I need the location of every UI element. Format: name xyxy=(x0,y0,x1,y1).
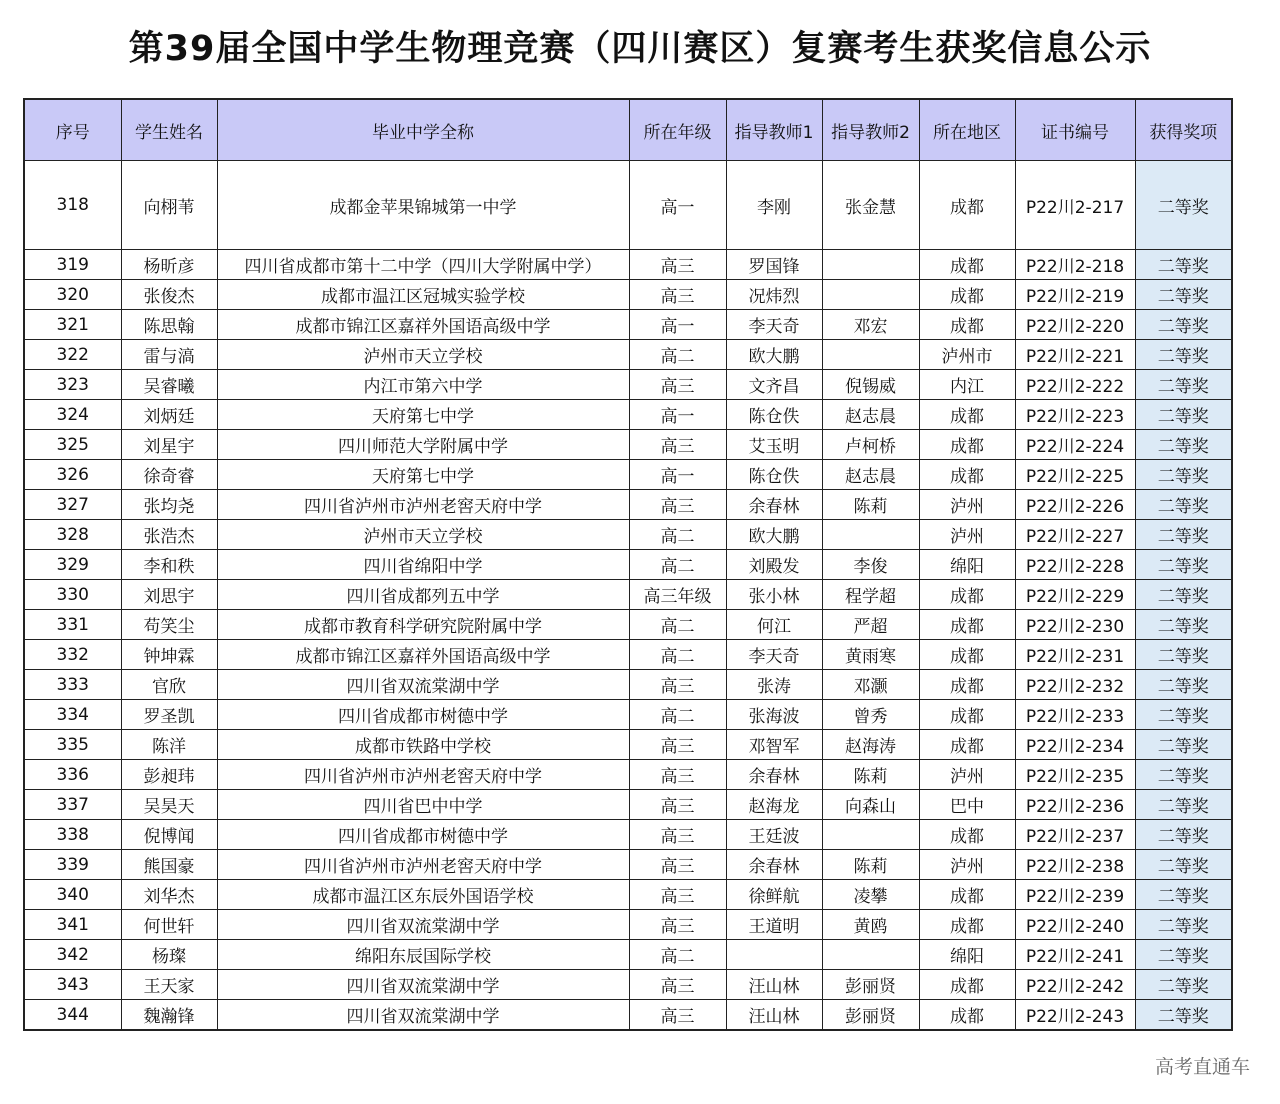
cell-school: 四川省泸州市泸州老窖天府中学 xyxy=(217,490,629,520)
cell-student-name: 徐奇睿 xyxy=(121,460,217,490)
table-row xyxy=(24,250,1232,280)
table-row xyxy=(24,490,1232,520)
cell-certificate: P22川2-231 xyxy=(1015,640,1135,670)
cell-seq: 333 xyxy=(24,670,121,700)
cell-seq: 341 xyxy=(24,910,121,940)
cell-teacher-2: 邓宏 xyxy=(822,310,919,340)
cell-certificate: P22川2-242 xyxy=(1015,970,1135,1000)
cell-school: 四川省泸州市泸州老窖天府中学 xyxy=(217,760,629,790)
cell-seq: 343 xyxy=(24,970,121,1000)
cell-seq: 329 xyxy=(24,550,121,580)
cell-seq: 324 xyxy=(24,400,121,430)
cell-grade: 高一 xyxy=(629,400,726,430)
cell-teacher-1: 何江 xyxy=(726,610,822,640)
cell-region: 成都 xyxy=(919,310,1015,340)
cell-student-name: 苟笑尘 xyxy=(121,610,217,640)
cell-award: 二等奖 xyxy=(1135,430,1232,460)
cell-teacher-2: 赵志晨 xyxy=(822,460,919,490)
cell-region: 成都 xyxy=(919,910,1015,940)
cell-school: 四川省成都市第十二中学（四川大学附属中学） xyxy=(217,250,629,280)
cell-seq: 335 xyxy=(24,730,121,760)
table-row xyxy=(24,520,1232,550)
cell-teacher-1: 赵海龙 xyxy=(726,790,822,820)
cell-teacher-2 xyxy=(822,340,919,370)
cell-grade: 高三 xyxy=(629,280,726,310)
cell-school: 天府第七中学 xyxy=(217,400,629,430)
cell-teacher-1: 余春林 xyxy=(726,490,822,520)
cell-school: 四川省双流棠湖中学 xyxy=(217,970,629,1000)
cell-teacher-2: 邓灏 xyxy=(822,670,919,700)
cell-student-name: 李和秩 xyxy=(121,550,217,580)
cell-certificate: P22川2-222 xyxy=(1015,370,1135,400)
cell-region: 成都 xyxy=(919,730,1015,760)
cell-school: 四川省成都市树德中学 xyxy=(217,700,629,730)
cell-teacher-1: 李天奇 xyxy=(726,640,822,670)
cell-region: 成都 xyxy=(919,880,1015,910)
table-row xyxy=(24,280,1232,310)
cell-region: 成都 xyxy=(919,280,1015,310)
cell-teacher-1 xyxy=(726,940,822,970)
cell-school: 四川师范大学附属中学 xyxy=(217,430,629,460)
cell-certificate: P22川2-226 xyxy=(1015,490,1135,520)
cell-teacher-2 xyxy=(822,250,919,280)
cell-teacher-1: 王道明 xyxy=(726,910,822,940)
cell-region: 成都 xyxy=(919,670,1015,700)
header-grade: 所在年级 xyxy=(629,99,726,161)
cell-certificate: P22川2-230 xyxy=(1015,610,1135,640)
cell-certificate: P22川2-220 xyxy=(1015,310,1135,340)
cell-student-name: 魏瀚锋 xyxy=(121,1000,217,1031)
cell-award: 二等奖 xyxy=(1135,580,1232,610)
cell-grade: 高三 xyxy=(629,970,726,1000)
table-row xyxy=(24,550,1232,580)
cell-region: 成都 xyxy=(919,161,1015,250)
cell-award: 二等奖 xyxy=(1135,161,1232,250)
cell-teacher-2: 向森山 xyxy=(822,790,919,820)
table-row xyxy=(24,430,1232,460)
cell-region: 成都 xyxy=(919,460,1015,490)
cell-certificate: P22川2-233 xyxy=(1015,700,1135,730)
cell-grade: 高三 xyxy=(629,430,726,460)
header-student-name: 学生姓名 xyxy=(121,99,217,161)
cell-teacher-1: 张海波 xyxy=(726,700,822,730)
cell-school: 天府第七中学 xyxy=(217,460,629,490)
cell-region: 泸州 xyxy=(919,520,1015,550)
cell-grade: 高三 xyxy=(629,250,726,280)
cell-seq: 325 xyxy=(24,430,121,460)
cell-grade: 高二 xyxy=(629,940,726,970)
cell-seq: 323 xyxy=(24,370,121,400)
cell-seq: 320 xyxy=(24,280,121,310)
cell-region: 成都 xyxy=(919,610,1015,640)
table-row xyxy=(24,340,1232,370)
cell-teacher-2: 陈莉 xyxy=(822,850,919,880)
table-row xyxy=(24,910,1232,940)
table-row xyxy=(24,400,1232,430)
cell-award: 二等奖 xyxy=(1135,340,1232,370)
cell-teacher-2: 黄鸥 xyxy=(822,910,919,940)
cell-award: 二等奖 xyxy=(1135,820,1232,850)
cell-award: 二等奖 xyxy=(1135,1000,1232,1031)
cell-region: 成都 xyxy=(919,400,1015,430)
cell-student-name: 王天家 xyxy=(121,970,217,1000)
cell-region: 绵阳 xyxy=(919,940,1015,970)
cell-teacher-2: 曾秀 xyxy=(822,700,919,730)
cell-teacher-2: 李俊 xyxy=(822,550,919,580)
cell-seq: 327 xyxy=(24,490,121,520)
cell-grade: 高三 xyxy=(629,850,726,880)
cell-region: 泸州 xyxy=(919,490,1015,520)
cell-award: 二等奖 xyxy=(1135,970,1232,1000)
cell-seq: 340 xyxy=(24,880,121,910)
header-seq: 序号 xyxy=(24,99,121,161)
header-row xyxy=(24,99,1232,161)
cell-school: 四川省绵阳中学 xyxy=(217,550,629,580)
table-row xyxy=(24,970,1232,1000)
cell-seq: 321 xyxy=(24,310,121,340)
cell-award: 二等奖 xyxy=(1135,610,1232,640)
cell-school: 四川省成都列五中学 xyxy=(217,580,629,610)
cell-school: 成都市温江区冠城实验学校 xyxy=(217,280,629,310)
cell-region: 泸州 xyxy=(919,760,1015,790)
cell-teacher-1: 张小林 xyxy=(726,580,822,610)
cell-teacher-2 xyxy=(822,820,919,850)
cell-seq: 318 xyxy=(24,161,121,250)
cell-school: 绵阳东辰国际学校 xyxy=(217,940,629,970)
cell-teacher-1: 王廷波 xyxy=(726,820,822,850)
cell-region: 内江 xyxy=(919,370,1015,400)
page-title: 第39届全国中学生物理竞赛（四川赛区）复赛考生获奖信息公示 xyxy=(128,29,1152,69)
cell-certificate: P22川2-236 xyxy=(1015,790,1135,820)
cell-teacher-1: 文齐昌 xyxy=(726,370,822,400)
cell-grade: 高三 xyxy=(629,1000,726,1031)
cell-grade: 高三 xyxy=(629,790,726,820)
cell-teacher-1: 况炜烈 xyxy=(726,280,822,310)
cell-award: 二等奖 xyxy=(1135,760,1232,790)
cell-teacher-2: 陈莉 xyxy=(822,490,919,520)
cell-award: 二等奖 xyxy=(1135,520,1232,550)
cell-seq: 339 xyxy=(24,850,121,880)
cell-grade: 高二 xyxy=(629,700,726,730)
cell-seq: 336 xyxy=(24,760,121,790)
cell-grade: 高三 xyxy=(629,880,726,910)
cell-teacher-1: 陈仓佚 xyxy=(726,400,822,430)
cell-teacher-2: 赵海涛 xyxy=(822,730,919,760)
cell-student-name: 张浩杰 xyxy=(121,520,217,550)
table-row xyxy=(24,310,1232,340)
cell-school: 成都市温江区东辰外国语学校 xyxy=(217,880,629,910)
cell-certificate: P22川2-227 xyxy=(1015,520,1135,550)
cell-seq: 322 xyxy=(24,340,121,370)
cell-certificate: P22川2-228 xyxy=(1015,550,1135,580)
cell-award: 二等奖 xyxy=(1135,310,1232,340)
cell-school: 成都市铁路中学校 xyxy=(217,730,629,760)
cell-teacher-2: 卢柯桥 xyxy=(822,430,919,460)
cell-student-name: 熊国豪 xyxy=(121,850,217,880)
awards-table xyxy=(23,98,1233,1031)
cell-grade: 高二 xyxy=(629,640,726,670)
cell-region: 巴中 xyxy=(919,790,1015,820)
cell-student-name: 向栩苇 xyxy=(121,161,217,250)
cell-student-name: 罗圣凯 xyxy=(121,700,217,730)
cell-award: 二等奖 xyxy=(1135,400,1232,430)
cell-teacher-2: 程学超 xyxy=(822,580,919,610)
cell-teacher-1: 罗国锋 xyxy=(726,250,822,280)
cell-teacher-2 xyxy=(822,280,919,310)
cell-teacher-2: 张金慧 xyxy=(822,161,919,250)
cell-teacher-1: 汪山林 xyxy=(726,1000,822,1031)
watermark: 高考直通车 xyxy=(1154,1056,1250,1078)
cell-seq: 338 xyxy=(24,820,121,850)
table-row xyxy=(24,370,1232,400)
cell-grade: 高二 xyxy=(629,520,726,550)
cell-region: 成都 xyxy=(919,820,1015,850)
cell-teacher-1: 汪山林 xyxy=(726,970,822,1000)
cell-certificate: P22川2-221 xyxy=(1015,340,1135,370)
header-certificate: 证书编号 xyxy=(1015,99,1135,161)
cell-student-name: 吴昊天 xyxy=(121,790,217,820)
cell-grade: 高三 xyxy=(629,730,726,760)
cell-teacher-2: 赵志晨 xyxy=(822,400,919,430)
header-school: 毕业中学全称 xyxy=(217,99,629,161)
table-row xyxy=(24,610,1232,640)
cell-grade: 高二 xyxy=(629,610,726,640)
cell-student-name: 陈洋 xyxy=(121,730,217,760)
cell-grade: 高三 xyxy=(629,910,726,940)
cell-teacher-1: 张涛 xyxy=(726,670,822,700)
cell-grade: 高三 xyxy=(629,670,726,700)
table-row xyxy=(24,760,1232,790)
cell-award: 二等奖 xyxy=(1135,250,1232,280)
cell-school: 四川省成都市树德中学 xyxy=(217,820,629,850)
cell-award: 二等奖 xyxy=(1135,640,1232,670)
cell-teacher-1: 欧大鹏 xyxy=(726,340,822,370)
cell-seq: 330 xyxy=(24,580,121,610)
cell-teacher-2: 严超 xyxy=(822,610,919,640)
cell-award: 二等奖 xyxy=(1135,550,1232,580)
cell-certificate: P22川2-224 xyxy=(1015,430,1135,460)
cell-student-name: 刘华杰 xyxy=(121,880,217,910)
cell-school: 成都市锦江区嘉祥外国语高级中学 xyxy=(217,310,629,340)
cell-student-name: 杨昕彦 xyxy=(121,250,217,280)
cell-seq: 332 xyxy=(24,640,121,670)
cell-school: 四川省巴中中学 xyxy=(217,790,629,820)
cell-student-name: 陈思翰 xyxy=(121,310,217,340)
cell-grade: 高一 xyxy=(629,310,726,340)
cell-school: 成都金苹果锦城第一中学 xyxy=(217,161,629,250)
cell-grade: 高二 xyxy=(629,550,726,580)
table-row xyxy=(24,730,1232,760)
cell-region: 成都 xyxy=(919,640,1015,670)
cell-teacher-1: 艾玉明 xyxy=(726,430,822,460)
cell-teacher-1: 李天奇 xyxy=(726,310,822,340)
cell-school: 成都市锦江区嘉祥外国语高级中学 xyxy=(217,640,629,670)
cell-award: 二等奖 xyxy=(1135,370,1232,400)
cell-certificate: P22川2-225 xyxy=(1015,460,1135,490)
cell-seq: 319 xyxy=(24,250,121,280)
cell-region: 成都 xyxy=(919,700,1015,730)
cell-teacher-2 xyxy=(822,940,919,970)
cell-student-name: 杨璨 xyxy=(121,940,217,970)
header-region: 所在地区 xyxy=(919,99,1015,161)
cell-certificate: P22川2-238 xyxy=(1015,850,1135,880)
cell-grade: 高三 xyxy=(629,370,726,400)
cell-region: 成都 xyxy=(919,580,1015,610)
cell-award: 二等奖 xyxy=(1135,490,1232,520)
cell-seq: 342 xyxy=(24,940,121,970)
cell-student-name: 张俊杰 xyxy=(121,280,217,310)
table-row xyxy=(24,460,1232,490)
cell-teacher-1: 邓智军 xyxy=(726,730,822,760)
cell-teacher-2: 陈莉 xyxy=(822,760,919,790)
cell-seq: 337 xyxy=(24,790,121,820)
cell-region: 成都 xyxy=(919,430,1015,460)
cell-student-name: 张均尧 xyxy=(121,490,217,520)
table-row xyxy=(24,940,1232,970)
table-row xyxy=(24,161,1232,250)
cell-seq: 334 xyxy=(24,700,121,730)
cell-teacher-2: 倪锡威 xyxy=(822,370,919,400)
cell-student-name: 刘星宇 xyxy=(121,430,217,460)
header-teacher-2: 指导教师2 xyxy=(822,99,919,161)
cell-award: 二等奖 xyxy=(1135,460,1232,490)
table-row xyxy=(24,850,1232,880)
cell-region: 绵阳 xyxy=(919,550,1015,580)
cell-seq: 328 xyxy=(24,520,121,550)
table-row xyxy=(24,640,1232,670)
cell-grade: 高二 xyxy=(629,340,726,370)
cell-teacher-1: 欧大鹏 xyxy=(726,520,822,550)
cell-teacher-2: 彭丽贤 xyxy=(822,970,919,1000)
cell-certificate: P22川2-243 xyxy=(1015,1000,1135,1031)
cell-teacher-2: 彭丽贤 xyxy=(822,1000,919,1031)
cell-student-name: 钟坤霖 xyxy=(121,640,217,670)
cell-teacher-1: 李刚 xyxy=(726,161,822,250)
cell-student-name: 何世轩 xyxy=(121,910,217,940)
cell-region: 泸州 xyxy=(919,850,1015,880)
cell-school: 四川省双流棠湖中学 xyxy=(217,1000,629,1031)
cell-award: 二等奖 xyxy=(1135,280,1232,310)
cell-student-name: 刘炳廷 xyxy=(121,400,217,430)
cell-grade: 高三 xyxy=(629,760,726,790)
cell-school: 四川省泸州市泸州老窖天府中学 xyxy=(217,850,629,880)
cell-seq: 344 xyxy=(24,1000,121,1031)
header-award: 获得奖项 xyxy=(1135,99,1232,161)
cell-teacher-2: 黄雨寒 xyxy=(822,640,919,670)
cell-student-name: 刘思宇 xyxy=(121,580,217,610)
cell-award: 二等奖 xyxy=(1135,940,1232,970)
cell-award: 二等奖 xyxy=(1135,850,1232,880)
table-row xyxy=(24,670,1232,700)
cell-region: 成都 xyxy=(919,1000,1015,1031)
cell-region: 成都 xyxy=(919,250,1015,280)
cell-school: 四川省双流棠湖中学 xyxy=(217,910,629,940)
cell-student-name: 雷与滈 xyxy=(121,340,217,370)
cell-certificate: P22川2-232 xyxy=(1015,670,1135,700)
cell-grade: 高一 xyxy=(629,161,726,250)
table-row xyxy=(24,1000,1232,1031)
cell-award: 二等奖 xyxy=(1135,670,1232,700)
cell-grade: 高三 xyxy=(629,820,726,850)
cell-certificate: P22川2-235 xyxy=(1015,760,1135,790)
table-row xyxy=(24,580,1232,610)
cell-teacher-2: 凌攀 xyxy=(822,880,919,910)
cell-award: 二等奖 xyxy=(1135,880,1232,910)
cell-student-name: 官欣 xyxy=(121,670,217,700)
cell-certificate: P22川2-241 xyxy=(1015,940,1135,970)
cell-certificate: P22川2-239 xyxy=(1015,880,1135,910)
cell-certificate: P22川2-229 xyxy=(1015,580,1135,610)
cell-certificate: P22川2-240 xyxy=(1015,910,1135,940)
cell-school: 泸州市天立学校 xyxy=(217,520,629,550)
cell-school: 四川省双流棠湖中学 xyxy=(217,670,629,700)
cell-grade: 高一 xyxy=(629,460,726,490)
cell-award: 二等奖 xyxy=(1135,790,1232,820)
cell-certificate: P22川2-223 xyxy=(1015,400,1135,430)
cell-school: 泸州市天立学校 xyxy=(217,340,629,370)
cell-student-name: 彭昶玮 xyxy=(121,760,217,790)
cell-teacher-1: 陈仓佚 xyxy=(726,460,822,490)
table-row xyxy=(24,700,1232,730)
cell-grade: 高三年级 xyxy=(629,580,726,610)
cell-certificate: P22川2-219 xyxy=(1015,280,1135,310)
cell-student-name: 倪博闻 xyxy=(121,820,217,850)
cell-grade: 高三 xyxy=(629,490,726,520)
cell-student-name: 吴睿曦 xyxy=(121,370,217,400)
table-row xyxy=(24,820,1232,850)
cell-award: 二等奖 xyxy=(1135,700,1232,730)
cell-teacher-1: 刘殿发 xyxy=(726,550,822,580)
cell-award: 二等奖 xyxy=(1135,730,1232,760)
cell-school: 成都市教育科学研究院附属中学 xyxy=(217,610,629,640)
cell-teacher-1: 余春林 xyxy=(726,850,822,880)
cell-region: 泸州市 xyxy=(919,340,1015,370)
cell-teacher-2 xyxy=(822,520,919,550)
cell-seq: 326 xyxy=(24,460,121,490)
table-row xyxy=(24,880,1232,910)
cell-teacher-1: 徐鲜航 xyxy=(726,880,822,910)
header-teacher-1: 指导教师1 xyxy=(726,99,822,161)
cell-certificate: P22川2-218 xyxy=(1015,250,1135,280)
cell-certificate: P22川2-217 xyxy=(1015,161,1135,250)
cell-seq: 331 xyxy=(24,610,121,640)
table-body xyxy=(24,161,1232,1031)
cell-certificate: P22川2-237 xyxy=(1015,820,1135,850)
cell-teacher-1: 余春林 xyxy=(726,760,822,790)
cell-region: 成都 xyxy=(919,970,1015,1000)
cell-school: 内江市第六中学 xyxy=(217,370,629,400)
table-row xyxy=(24,790,1232,820)
cell-certificate: P22川2-234 xyxy=(1015,730,1135,760)
cell-award: 二等奖 xyxy=(1135,910,1232,940)
